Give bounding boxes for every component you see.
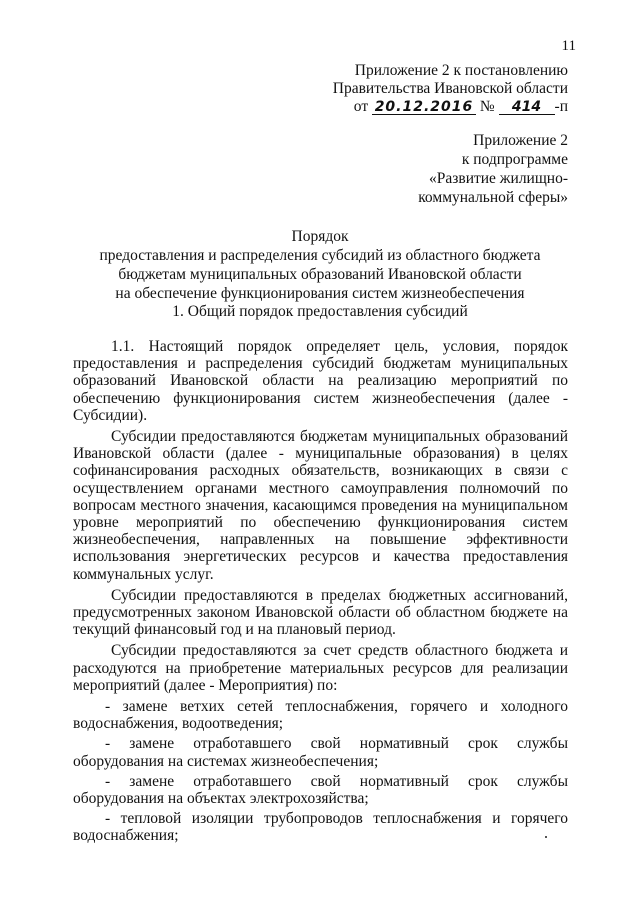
approval-line-1: Приложение 2 к постановлению [354, 62, 568, 79]
from-label: от [353, 98, 369, 115]
list-item: - замене отработавшего свой нормативный срок службы оборудования на системах жизнеобеспечения; [73, 735, 568, 770]
approval-stamp-block [333, 62, 568, 116]
title-line-3: бюджетам муниципальных образований Ивановской области [118, 266, 522, 283]
approval-line-2: Правительства Ивановской области [332, 80, 568, 97]
list-item: - замене отработавшего свой нормативный срок службы оборудования на объектах электрохозяйства; [73, 772, 568, 808]
number-suffix: -п [554, 98, 568, 115]
approval-date-number-row [333, 98, 568, 116]
title-line-1: Порядок [291, 228, 349, 245]
appendix-line-3: «Развитие жилищно- [429, 170, 568, 187]
paragraph-2: Субсидии предоставляются бюджетам муниципальных образований Ивановской области (далее - муниципальные образования) в целях софинансирования расходных обязательств, возникающих в связи с осуществлением органами местного самоуправления полномочий по вопросам местного значения, касающимся проведения на муниципальном уровне мероприятий по обеспечению функционирования систем жизнеобеспечения, направленных на повышение эффективности использования энергетических ресурсов и качества предоставления коммунальных услуг. [73, 428, 568, 583]
handwritten-number: 414 [499, 100, 555, 115]
paragraph-1: 1.1. Настоящий порядок определяет цель, условия, порядок предоставления и распределения субсидий бюджетам муниципальных образований Ивановской области на реализацию мероприятий по обеспечению функционирования систем жизнеобеспечения (далее - Субсидии). [73, 338, 568, 424]
appendix-line-1: Приложение 2 [473, 132, 568, 149]
list-item: - замене ветхих сетей теплоснабжения, горячего и холодного водоснабжения, водоотведения; [73, 698, 568, 733]
page-number: 11 [561, 38, 576, 54]
appendix-block [418, 131, 568, 207]
list-item: - тепловой изоляции трубопроводов теплоснабжения и горячего водоснабжения; [73, 810, 568, 845]
title-line-4: на обеспечение функционирования систем жизнеобеспечения [115, 285, 525, 302]
paragraph-4: Субсидии предоставляются за счет средств областного бюджета и расходуются на приобретение материальных ресурсов для реализации мероприятий (далее - Мероприятия) по: [73, 642, 568, 694]
title-line-2: предоставления и распределения субсидий из областного бюджета [99, 247, 541, 264]
appendix-line-2: к подпрограмме [461, 151, 568, 168]
section-heading: 1. Общий порядок предоставления субсидий [172, 303, 468, 320]
handwritten-date: 20.12.2016 [372, 100, 476, 115]
appendix-line-4: коммунальной сферы» [418, 189, 568, 206]
document-title [60, 227, 580, 303]
body-text [73, 338, 568, 848]
scan-speck [545, 836, 547, 838]
paragraph-3: Субсидии предоставляются в пределах бюджетных ассигнований, предусмотренных законом Ивановской области об областном бюджете на текущий финансовый год и на плановый период. [73, 586, 568, 639]
number-label: № [479, 98, 495, 115]
